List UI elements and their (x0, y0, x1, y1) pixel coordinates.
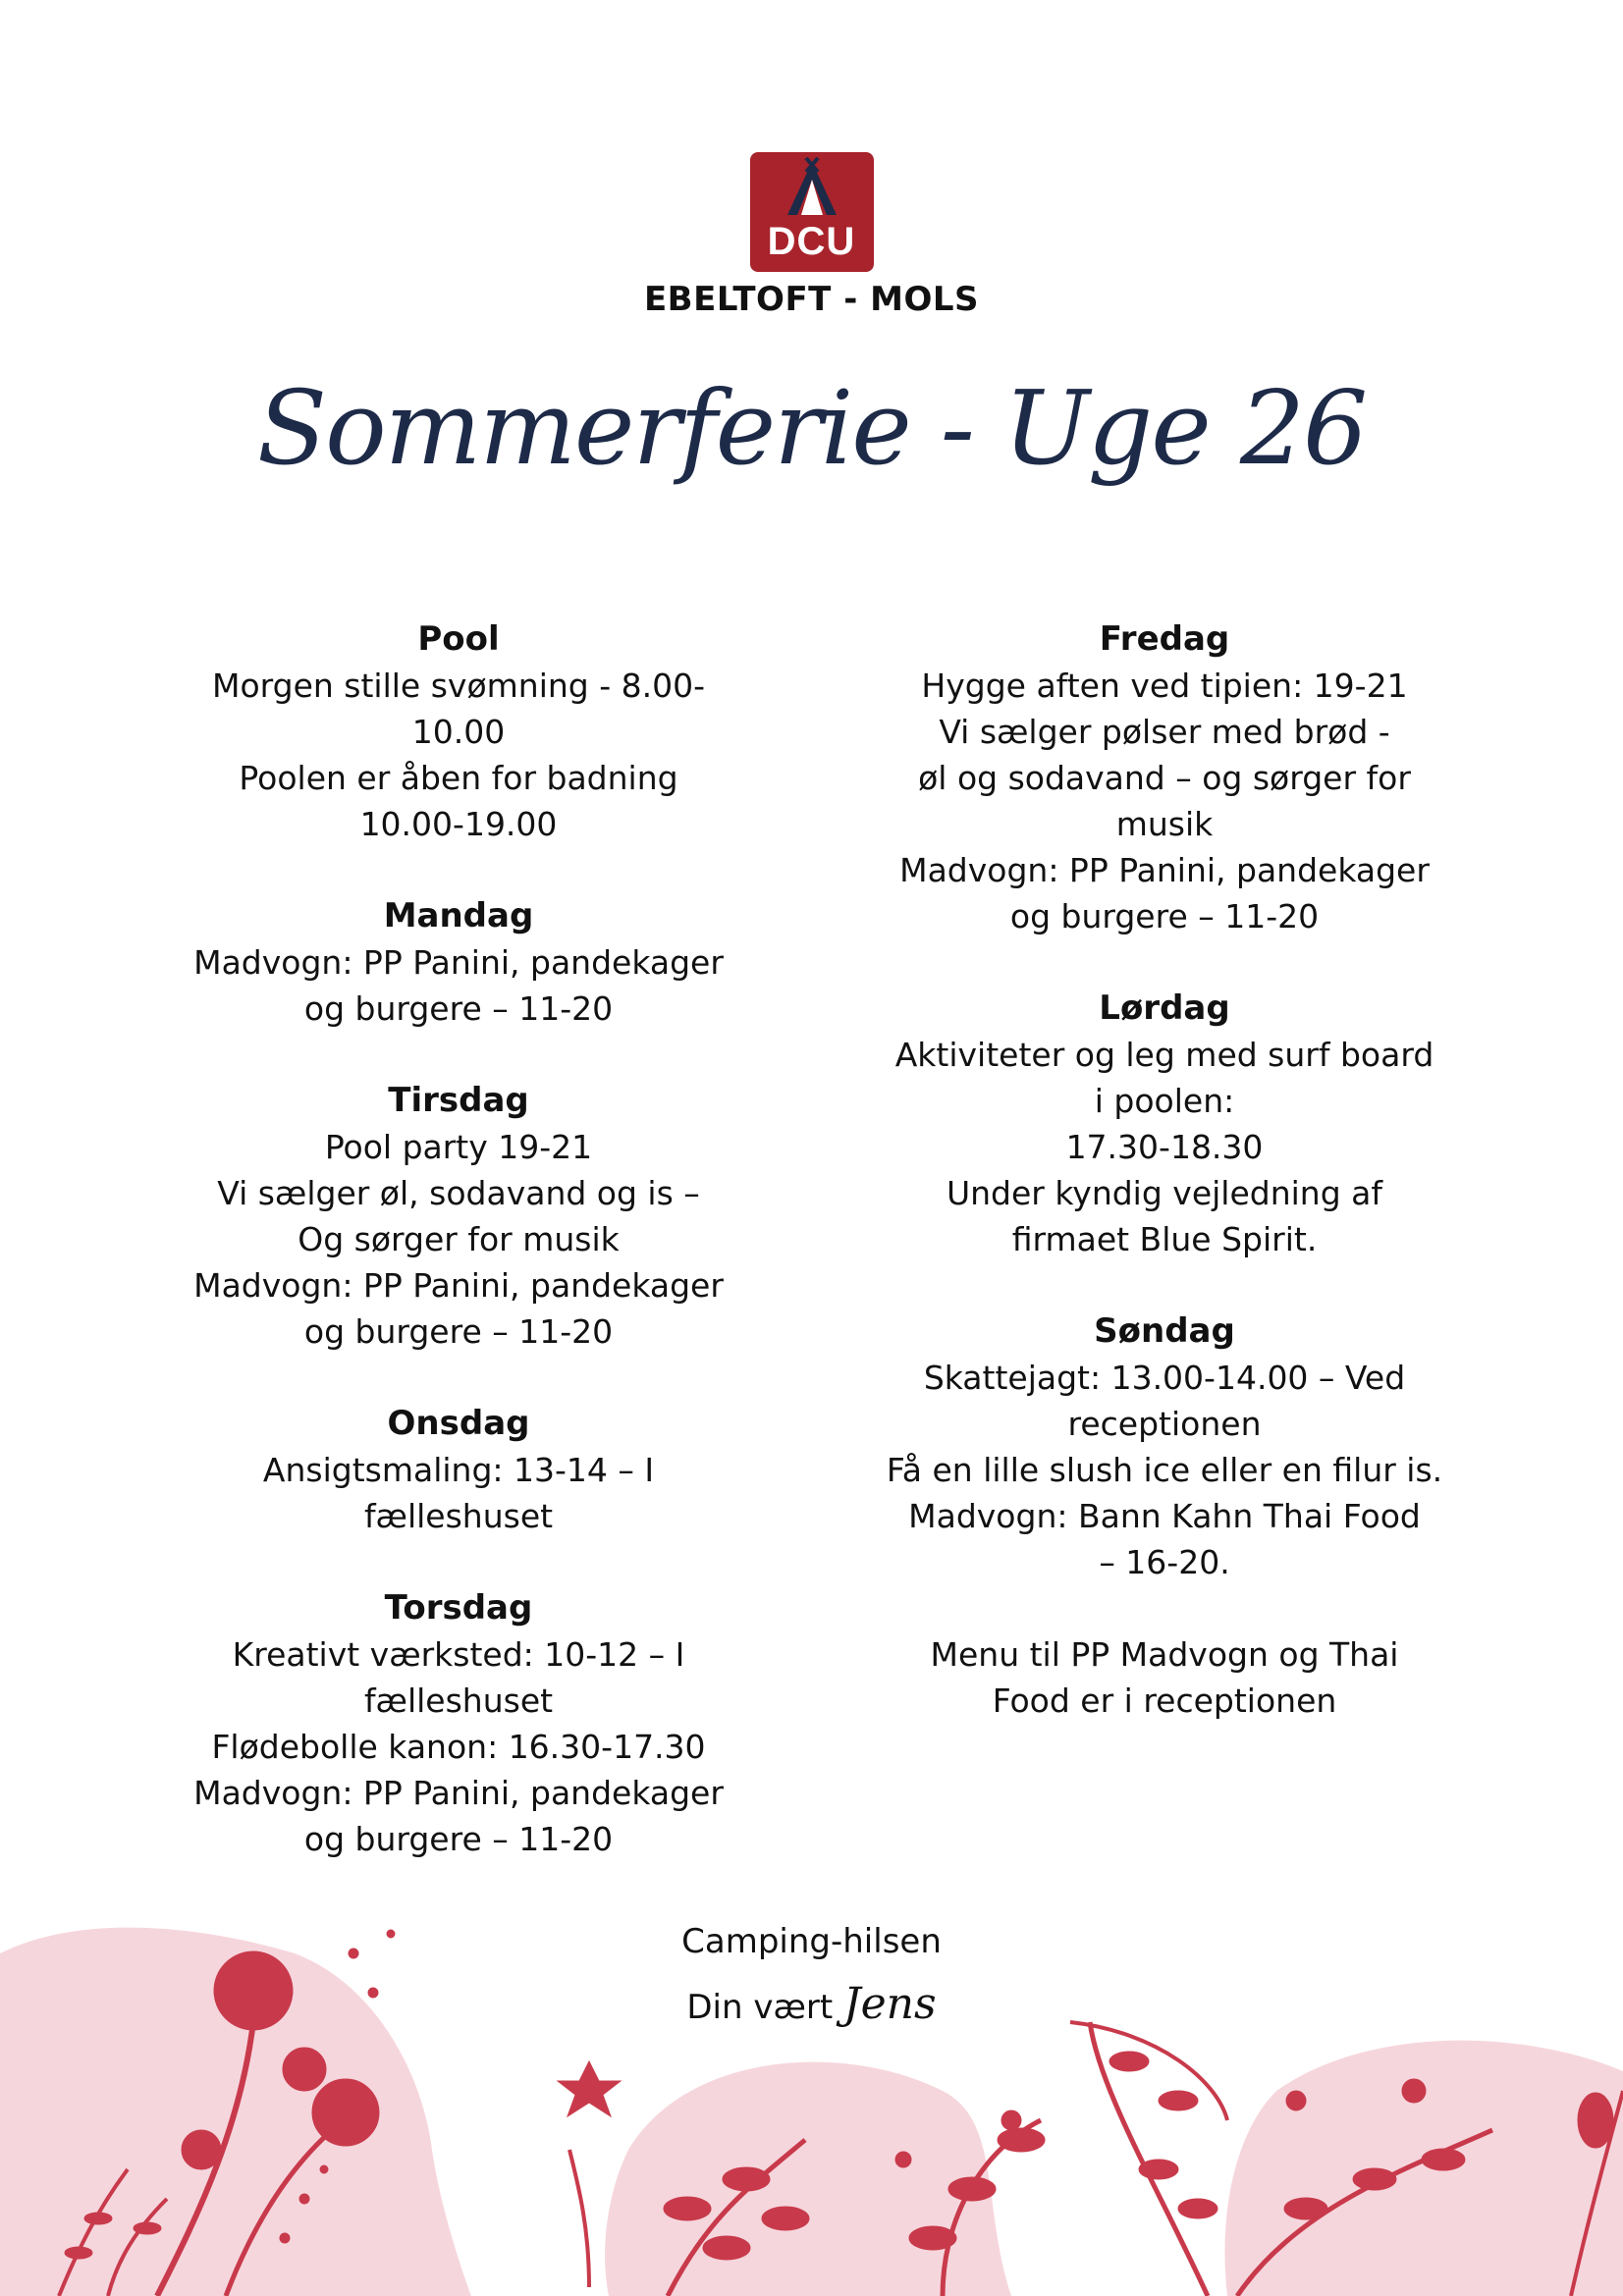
signoff (0, 1919, 1623, 2037)
day-heading: Søndag (1094, 1311, 1235, 1351)
day-line: 10.00 (411, 713, 506, 751)
day-line: Og sørger for musik (298, 1220, 620, 1258)
day-line: Poolen er åben for badning (239, 759, 678, 797)
right-column (831, 616, 1498, 1724)
signoff-host-line (0, 1975, 1623, 2037)
day-section (125, 1078, 792, 1355)
day-line: – 16-20. (1099, 1543, 1230, 1581)
day-section (125, 616, 792, 847)
day-line: Aktiviteter og leg med surf board (894, 1036, 1434, 1074)
day-line: Madvogn: PP Panini, pandekager (193, 1266, 724, 1305)
day-line: musik (1115, 805, 1214, 843)
day-section (831, 616, 1498, 939)
day-line: og burgere – 11-20 (303, 1312, 614, 1351)
day-line: Under kyndig vejledning af (946, 1174, 1382, 1212)
day-section (125, 1401, 792, 1539)
signoff-prefix: Din vært (686, 1988, 834, 2027)
day-heading: Onsdag (387, 1404, 530, 1443)
day-line: receptionen (1067, 1405, 1262, 1443)
day-line: Pool party 19-21 (324, 1128, 593, 1166)
day-section (125, 893, 792, 1032)
menu-note-line: Food er i receptionen (992, 1682, 1337, 1720)
location-subtitle: EBELTOFT - MOLS (643, 280, 980, 319)
tent-icon (750, 152, 874, 231)
dcu-logo (750, 152, 874, 272)
day-line: Madvogn: Bann Kahn Thai Food (908, 1497, 1421, 1535)
day-line: Kreativt værksted: 10-12 – I (232, 1635, 685, 1674)
day-line: og burgere – 11-20 (303, 1820, 614, 1858)
left-column (125, 616, 792, 1908)
logo-block (0, 152, 1623, 319)
day-line: 10.00-19.00 (359, 805, 558, 843)
day-line: fælleshuset (363, 1497, 554, 1535)
day-heading: Pool (417, 619, 500, 659)
day-heading: Torsdag (384, 1588, 533, 1628)
day-section (831, 986, 1498, 1262)
day-line: Få en lille slush ice eller en filur is. (886, 1451, 1443, 1489)
day-line: i poolen: (1094, 1082, 1235, 1120)
day-line: Madvogn: PP Panini, pandekager (193, 1774, 724, 1812)
day-line: Skattejagt: 13.00-14.00 – Ved (923, 1359, 1406, 1397)
day-line: fælleshuset (363, 1682, 554, 1720)
day-line: firmaet Blue Spirit. (1011, 1220, 1318, 1258)
day-line: og burgere – 11-20 (1009, 897, 1320, 935)
day-line: Hygge aften ved tipien: 19-21 (921, 667, 1408, 705)
day-line: og burgere – 11-20 (303, 989, 614, 1028)
signature: Jens (843, 1979, 937, 2029)
menu-note-line: Menu til PP Madvogn og Thai (930, 1635, 1399, 1674)
signoff-greeting: Camping-hilsen (681, 1922, 942, 1961)
day-section (125, 1585, 792, 1862)
day-heading: Tirsdag (388, 1081, 529, 1120)
day-line: øl og sodavand – og sørger for (918, 759, 1411, 797)
day-line: Vi sælger pølser med brød - (939, 713, 1390, 751)
day-heading: Fredag (1099, 619, 1230, 659)
page-title: Sommerferie - Uge 26 (256, 368, 1367, 488)
menu-note (831, 1631, 1498, 1724)
day-line: 17.30-18.30 (1065, 1128, 1264, 1166)
day-line: Flødebolle kanon: 16.30-17.30 (211, 1728, 706, 1766)
day-heading: Mandag (383, 896, 534, 935)
day-line: Ansigtsmaling: 13-14 – I (262, 1451, 655, 1489)
day-heading: Lørdag (1099, 988, 1230, 1028)
day-line: Vi sælger øl, sodavand og is – (217, 1174, 700, 1212)
day-line: Madvogn: PP Panini, pandekager (899, 851, 1430, 889)
logo-text: DCU (767, 220, 856, 263)
day-line: Morgen stille svømning - 8.00- (211, 667, 705, 705)
day-line: Madvogn: PP Panini, pandekager (193, 943, 724, 982)
day-section (831, 1308, 1498, 1585)
